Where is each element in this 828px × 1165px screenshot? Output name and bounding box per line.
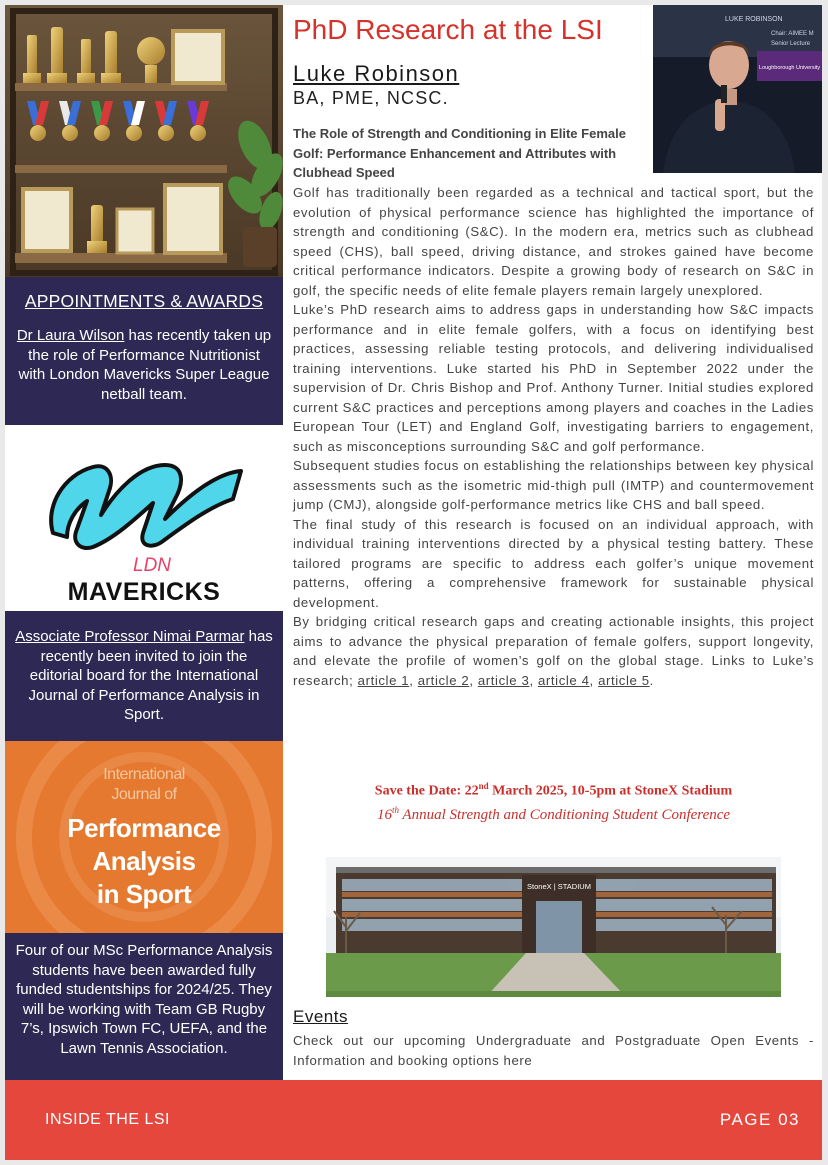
appointments-text <box>5 326 283 404</box>
stadium-photo-art <box>326 857 781 997</box>
researcher-name: Luke Robinson <box>293 61 460 86</box>
research-paragraph-5-text: By bridging critical research gaps and creating actionable insights, this project aims to advance the physical preparation of female golfers, support longevity, and elevate the profile of women’s golf on the global stage. Links to Luke’s research; <box>293 614 814 688</box>
mavericks-ldn-text: LDN <box>133 555 172 576</box>
article-5-link[interactable]: article 5 <box>598 672 650 688</box>
right-column <box>283 5 822 1080</box>
research-paragraph-1: Golf has traditionally been regarded as a technical and tactical sport, but the evolution of physical performance science has highlighted the importance of strength and conditioning (S&C). In the modern era, metrics such as clubhead speed (CHS), ball speed, driving distance, and strokes gained have become critical performance indicators. Despite a growing body of research on S&C in golf, the specific needs of elite female players remain largely unexplored. <box>293 185 814 298</box>
page-footer <box>5 1080 822 1160</box>
researcher-qualifications: BA, PME, NCSC. <box>293 88 449 108</box>
associate-text <box>5 627 283 725</box>
journal-cover-image <box>5 741 283 933</box>
researcher-photo <box>653 5 822 173</box>
mavericks-logo <box>5 425 283 611</box>
trophy-shelf-image <box>5 5 283 277</box>
conference-number: 16 <box>376 807 392 823</box>
open-events-booking-link[interactable]: Information and booking options here <box>293 1052 533 1068</box>
stadium-sign: StoneX | STADIUM <box>527 882 591 891</box>
mavericks-logo-art <box>5 425 283 611</box>
research-paragraph-5: By bridging critical research gaps and creating actionable insights, this project aims to advance the physical preparation of female golfers, support longevity, and elevate the profile of women’s golf on the global stage. Links to Luke’s research; article 1, article 2, article 3, article 4, article 5. <box>293 614 814 688</box>
journal-line-4: Analysis <box>92 846 196 876</box>
mavericks-name-text: MAVERICKS <box>67 578 221 606</box>
footer-title: INSIDE THE LSI <box>45 1111 170 1128</box>
nimai-parmar-link[interactable]: Associate Professor Nimai Parmar <box>15 628 245 645</box>
appointments-heading: APPOINTMENTS & AWARDS <box>24 291 264 311</box>
photo-screen-text-3: Senior Lecture <box>771 41 811 47</box>
footer-page-number: PAGE 03 <box>719 1110 800 1129</box>
article-4-link[interactable]: article 4 <box>537 672 590 688</box>
research-paragraph-4: The final study of this research is focused on an individual approach, with individual training interventions directed by a physical testing battery. These tailored programs are specific to address each golfer’s unique movement patterns, offering a comprehensive framework for sustainable physical development. <box>293 516 814 610</box>
appointments-detail: has recently taken up the role of Performance Nutritionist with London Mavericks Super League netball team. <box>18 327 272 403</box>
journal-line-5: in Sport <box>96 879 192 909</box>
journal-line-3: Performance <box>67 813 221 843</box>
trophy-shelf-illustration <box>5 5 283 277</box>
research-paragraph-2: Luke’s PhD research aims to address gaps in understanding how S&C impacts performance and in elite female golfers, with a focus on identifying best practices, assessing reliable testing protocols, and delivering individualised training interventions. Luke started his PhD in September 2022 under the supervision of Dr. Chris Bishop and Prof. Anthony Turner. Initial studies explored current S&C practices and perceptions among players and coaches in the Ladies European Tour (LET) and England Golf, investigating barriers to engagement, such as misconceptions surrounding S&C and golf performance. <box>293 302 814 454</box>
stadium-photo <box>326 857 781 997</box>
photo-screen-text-1: LUKE ROBINSON <box>725 16 783 23</box>
photo-screen-logo: Loughborough University <box>759 65 821 71</box>
events-detail: Check out our upcoming Undergraduate and Postgraduate Open Events - <box>293 1033 814 1048</box>
associate-detail: has recently been invited to join the editorial board for the International Journal of Performance Analysis in Sport. <box>28 628 273 723</box>
photo-screen-text-2: Chair: AIMEE M <box>771 31 814 37</box>
article-3-link[interactable]: article 3 <box>477 672 530 688</box>
research-subtitle: The Role of Strength and Conditioning in Elite Female Golf: Performance Enhancement and Attributes with Clubhead Speed <box>293 126 626 180</box>
journal-line-2: Journal of <box>111 786 177 803</box>
research-body <box>293 183 814 690</box>
laura-wilson-link[interactable]: Dr Laura Wilson <box>16 327 125 344</box>
journal-line-1: International <box>103 766 185 783</box>
events-heading: Events <box>293 1007 348 1026</box>
msc-block <box>5 933 283 1080</box>
save-date-prefix: Save the Date: 22 <box>374 783 479 799</box>
conference-rest: Annual Strength and Conditioning Student Conference <box>398 807 731 823</box>
save-date-sup: nd <box>478 781 489 791</box>
conference-sup: th <box>391 805 399 815</box>
newsletter-page <box>5 5 822 1160</box>
save-date-suffix: March 2025, 10-5pm at StoneX Stadium <box>488 783 733 799</box>
article-1-link[interactable]: article 1 <box>357 672 410 688</box>
appointments-block <box>5 277 283 425</box>
article-2-link[interactable]: article 2 <box>417 672 470 688</box>
msc-text: Four of our MSc Performance Analysis students have been awarded fully funded studentships for 2024/25. They will be working with Team GB Rugby 7’s, Ipswich Town FC, UEFA, and the Lawn Tennis Association. <box>15 942 273 1057</box>
page-title: PhD Research at the LSI <box>293 14 603 45</box>
researcher-photo-art <box>653 5 822 173</box>
left-column <box>5 5 283 1080</box>
events-text <box>293 1031 814 1070</box>
research-paragraph-3: Subsequent studies focus on establishing the relationships between key physical assessments such as the isometric mid-thigh pull (IMTP) and countermovement jump (CMJ), alongside golf-performance metrics like CHS and ball speed. <box>293 458 814 512</box>
save-the-date <box>293 781 814 800</box>
conference-title <box>293 805 814 824</box>
associate-block <box>5 611 283 741</box>
